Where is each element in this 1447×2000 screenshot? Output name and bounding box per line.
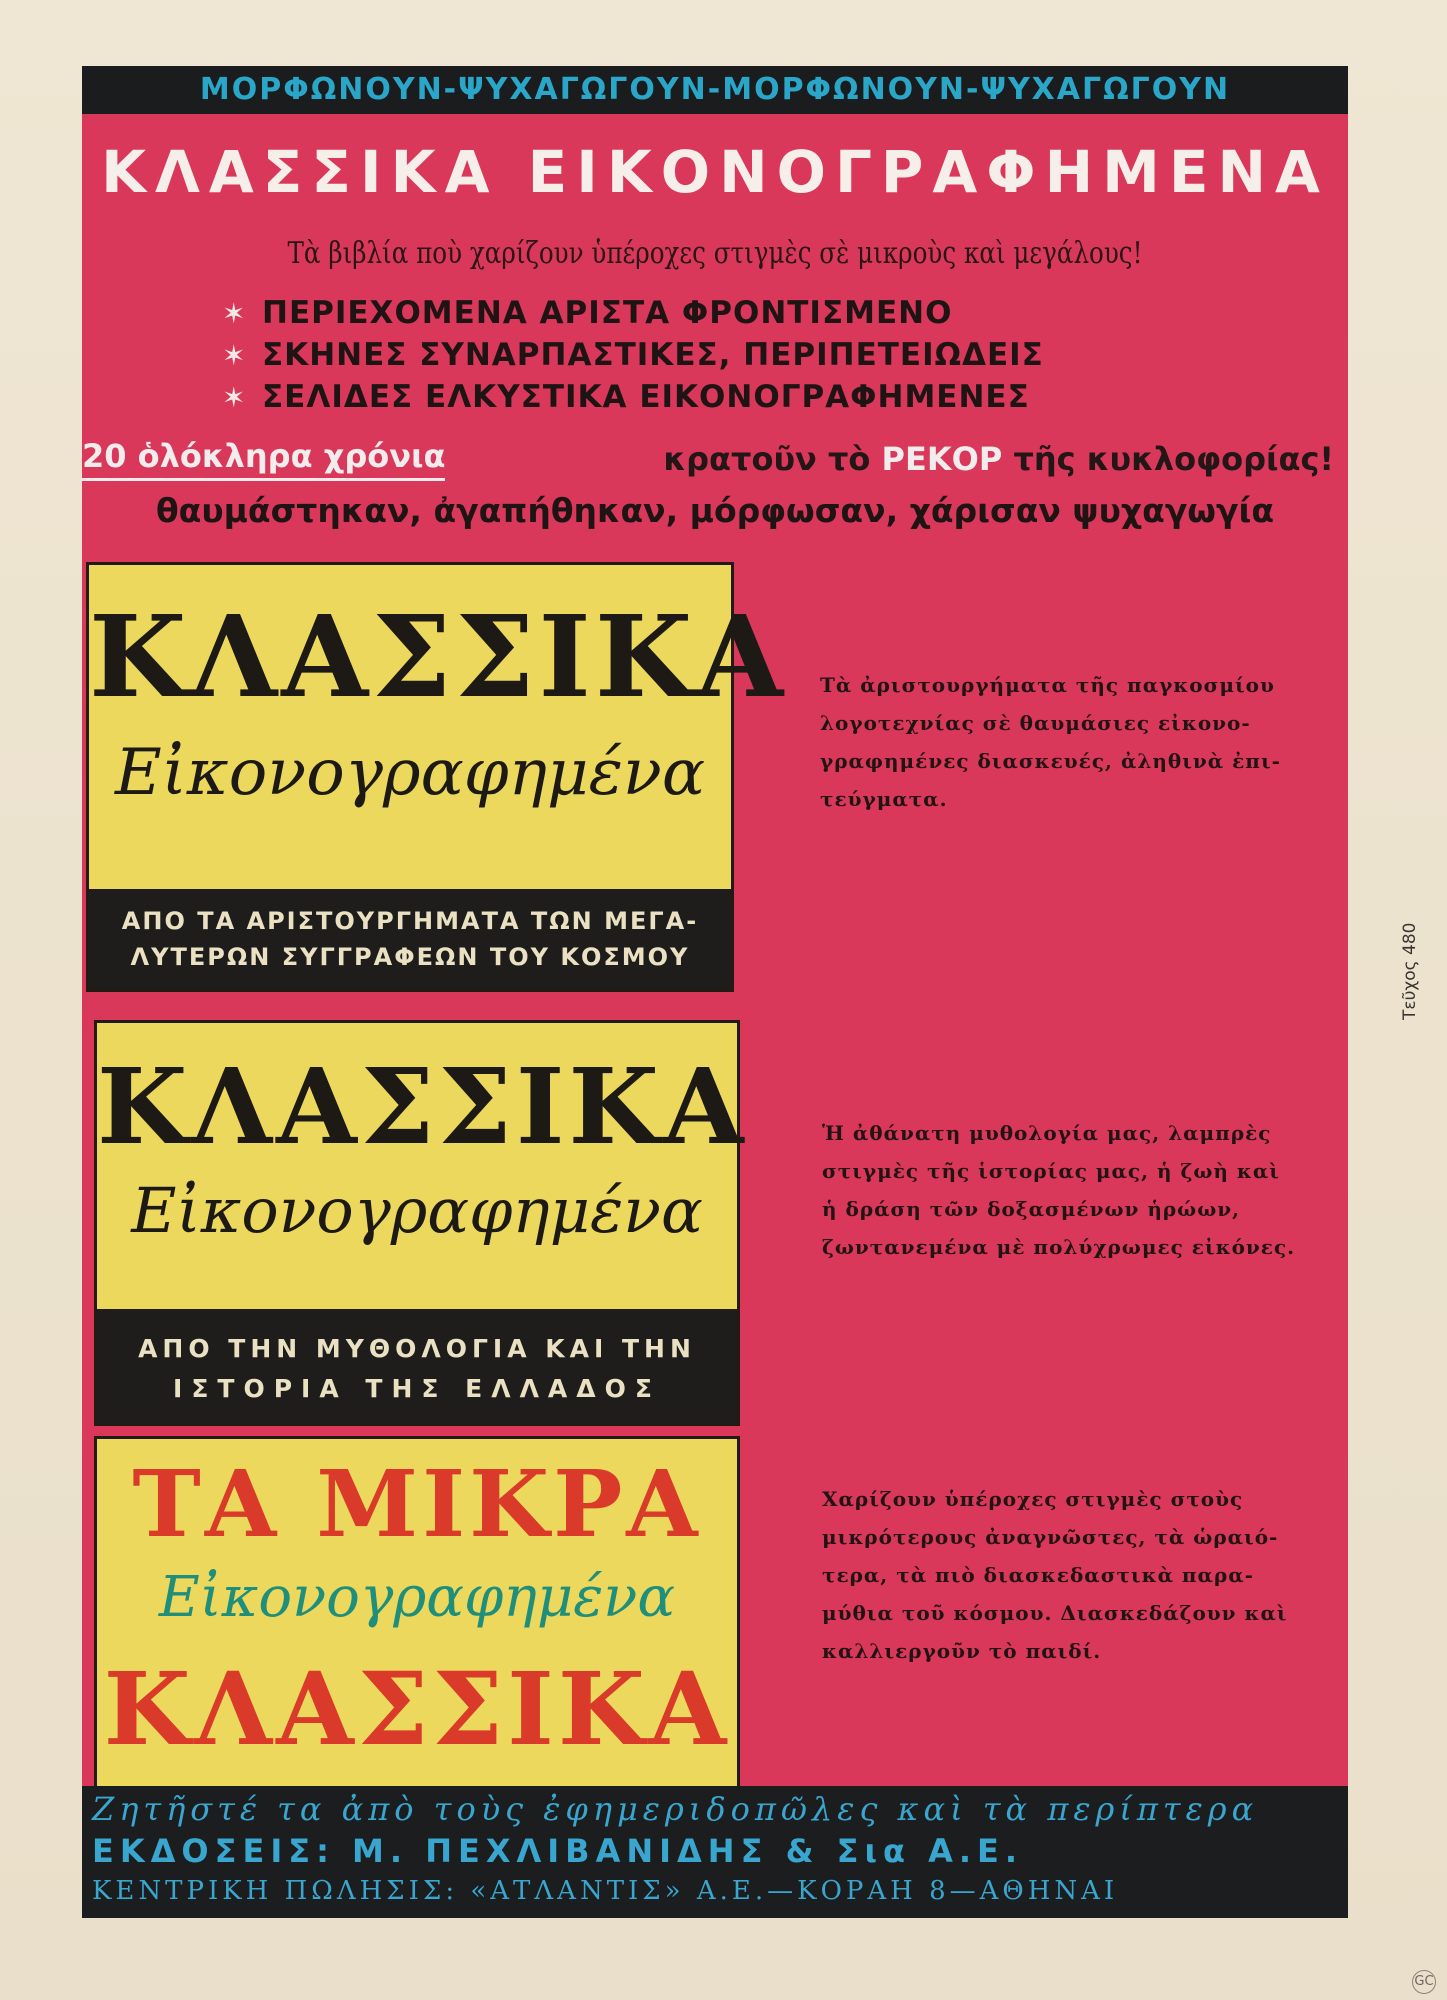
- subtitle: Τὰ βιβλία ποὺ χαρίζουν ὑπέροχες στιγμὲς σὲ μικροὺς καὶ μεγάλους!: [287, 236, 1143, 271]
- praise-line: θαυμάστηκαν, ἀγαπήθηκαν, μόρφωσαν, χάρισαν ψυχαγωγία: [156, 491, 1274, 530]
- product-title-bottom: ΚΛΑΣΣΙΚΑ: [103, 1650, 731, 1768]
- feature-list: [222, 292, 1322, 418]
- product-footer-line: ΛΥΤΕΡΩΝ ΣΥΓΓΡΑΦΕΩΝ ΤΟΥ ΚΟΣΜΟΥ: [130, 943, 690, 971]
- record-line: [82, 434, 1348, 484]
- feature-item: [222, 334, 1322, 376]
- star-icon: ✶: [222, 339, 247, 372]
- description-line: μικρότερους ἀναγνῶστες, τὰ ὡραιό-: [822, 1525, 1279, 1549]
- description-line: ζωντανεμένα μὲ πολύχρωμες εἰκόνες.: [822, 1235, 1296, 1259]
- issue-number: Τεῦχος 480: [1400, 922, 1420, 1020]
- product-title-top: ΤΑ ΜΙΚΡΑ: [132, 1450, 702, 1558]
- description-line: Τὰ ἀριστουργήματα τῆς παγκοσμίου: [820, 673, 1275, 697]
- product-footer: [89, 889, 731, 989]
- feature-text: ΠΕΡΙΕΧΟΜΕΝΑ ΑΡΙΣΤΑ ΦΡΟΝΤΙΣΜΕΝΟ: [262, 295, 953, 331]
- record-rest: [663, 434, 1334, 484]
- description-line: λογοτεχνίας σὲ θαυμάσιες εἰκονο-: [820, 711, 1251, 735]
- description-line: γραφημένες διασκευές, ἀληθινὰ ἐπι-: [820, 749, 1281, 773]
- record-end: τῆς κυκλοφορίας!: [1013, 440, 1334, 478]
- product-footer-line: ΑΠΟ ΤΗΝ ΜΥΘΟΛΟΓΙΑ ΚΑΙ ΤΗΝ: [138, 1334, 696, 1363]
- star-icon: ✶: [222, 381, 247, 414]
- bottom-banner-line: Ζητῆστέ τα ἀπὸ τοὺς ἐφημεριδοπῶλες καὶ τὰ περίπτερα: [92, 1790, 1259, 1828]
- description-line: τερα, τὰ πιὸ διασκεδαστικὰ παρα-: [822, 1563, 1254, 1587]
- feature-text: ΣΕΛΙΔΕΣ ΕΛΚΥΣΤΙΚΑ ΕΙΚΟΝΟΓΡΑΦΗΜΕΝΕΣ: [262, 379, 1030, 415]
- product-footer-line: ΙΣΤΟΡΙΑ ΤΗΣ ΕΛΛΑΔΟΣ: [173, 1374, 661, 1403]
- description-line: καλλιεργοῦν τὸ παιδί.: [822, 1639, 1102, 1663]
- product-title: ΚΛΑΣΣΙΚΑ: [97, 1045, 748, 1168]
- publisher-line: ΕΚΔΟΣΕΙΣ: Μ. ΠΕΧΛΙΒΑΝΙΔΗΣ & Σια Α.Ε.: [92, 1832, 1023, 1870]
- product-title: ΚΛΑΣΣΙΚΑ: [89, 592, 788, 723]
- product-description: [822, 1480, 1342, 1670]
- product-footer-line: ΑΠΟ ΤΑ ΑΡΙΣΤΟΥΡΓΗΜΑΤΑ ΤΩΝ ΜΕΓΑ-: [121, 907, 699, 935]
- main-title: ΚΛΑΣΣΙΚΑ ΕΙΚΟΝΟΓΡΑΦΗΜΕΝΑ: [101, 138, 1329, 206]
- description-line: τεύγματα.: [820, 787, 948, 811]
- product-script-title: Εἰκονογραφημένα: [158, 1565, 676, 1630]
- star-icon: ✶: [222, 297, 247, 330]
- advertisement: [82, 66, 1348, 1918]
- product-script-title: Εἰκονογραφημένα: [114, 736, 706, 810]
- description-line: Ἡ ἀθάνατη μυθολογία μας, λαμπρὲς: [822, 1121, 1272, 1145]
- feature-item: [222, 376, 1322, 418]
- corner-mark: GC: [1412, 1970, 1436, 1994]
- top-banner: ΜΟΡΦΩΝΟΥΝ-ΨΥΧΑΓΩΓΟΥΝ-ΜΟΡΦΩΝΟΥΝ-ΨΥΧΑΓΩΓΟΥΝ: [82, 66, 1348, 114]
- description-line: Χαρίζουν ὑπέροχες στιγμὲς στοὺς: [822, 1487, 1244, 1511]
- product-box-kids: [94, 1436, 740, 1846]
- feature-text: ΣΚΗΝΕΣ ΣΥΝΑΡΠΑΣΤΙΚΕΣ, ΠΕΡΙΠΕΤΕΙΩΔΕΙΣ: [262, 337, 1044, 373]
- product-footer: [97, 1309, 737, 1423]
- description-line: στιγμὲς τῆς ἱστορίας μας, ἡ ζωὴ καὶ: [822, 1159, 1280, 1183]
- product-description: [822, 1114, 1342, 1266]
- description-line: μύθια τοῦ κόσμου. Διασκεδάζουν καὶ: [822, 1601, 1288, 1625]
- description-line: ἡ δράση τῶν δοξασμένων ἡρώων,: [822, 1197, 1241, 1221]
- record-years: 20 ὁλόκληρα χρόνια: [82, 434, 445, 481]
- record-highlight: ΡΕΚΟΡ: [881, 440, 1003, 478]
- record-middle: κρατοῦν τὸ: [663, 440, 871, 478]
- product-box-classics: [86, 562, 788, 992]
- bottom-banner: [82, 1786, 1348, 1918]
- product-description: [820, 666, 1340, 818]
- product-script-title: Εἰκονογραφημένα: [131, 1174, 703, 1247]
- feature-item: [222, 292, 1322, 334]
- distribution-line: ΚΕΝΤΡΙΚΗ ΠΩΛΗΣΙΣ: «ΑΤΛΑΝΤΙΣ» Α.Ε.—ΚΟΡΑΗ 8—ΑΘΗΝΑΙ: [92, 1876, 1119, 1906]
- product-box-mythology: [94, 1020, 748, 1426]
